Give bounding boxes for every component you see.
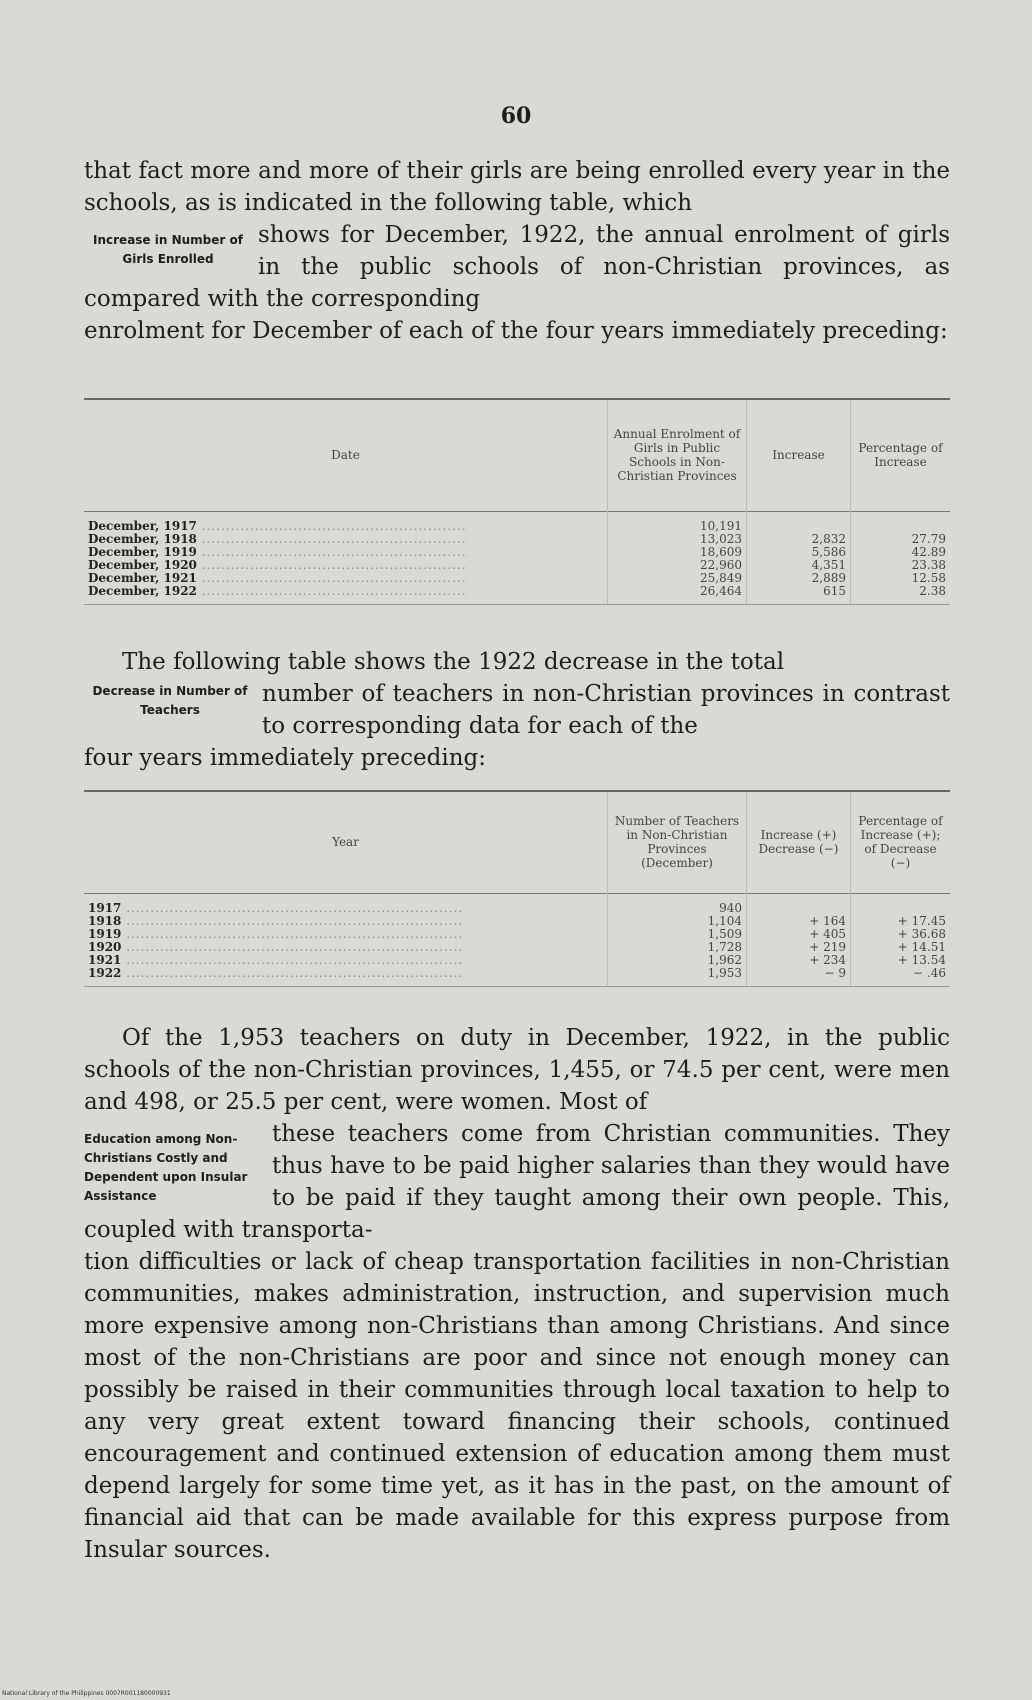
col-header-percentage: Percentage of Increase [851,399,951,511]
cell-pct: 42.89 [851,546,951,559]
cell-pct [851,511,951,533]
leader-dots: ....................................................... [196,518,467,533]
cell-change: − 9 [747,967,851,986]
table-row [84,511,950,533]
leader-dots: ....................................................... [196,544,467,559]
cell-teachers: 1,104 [608,915,747,928]
paragraph-tail: four years immediately preceding: [84,745,486,771]
cell-pct: 23.38 [851,559,951,572]
cell-teachers: 940 [608,893,747,915]
row-label-text: December, 1920 [88,557,197,572]
cell-pct: 12.58 [851,572,951,585]
cell-enrolment: 25,849 [608,572,747,585]
row-label-text: 1922 [88,965,122,980]
cell-increase: 2,832 [747,533,851,546]
sidenote-teachers-decrease: Decrease in Number of Teachers [92,684,248,717]
page-number: 60 [500,103,532,129]
cell-pct: 2.38 [851,585,951,604]
row-label [84,511,608,533]
paragraph-non-christians [84,1022,950,1566]
table-teachers [84,790,950,986]
cell-pct [851,893,951,915]
col-header-teachers: Number of Teachers in Non-Christian Provinces (December) [608,791,747,893]
col-header-change: Increase (+) Decrease (−) [747,791,851,893]
leader-dots: ....................................................... [196,557,467,572]
table-rule [84,604,950,605]
row-label [84,893,608,915]
paragraph-wrap: these teachers come from Christian communities. They thus have to be paid higher salaries than they would have to be paid if they taught among their own people. This, coupled with transporta- [84,1121,950,1243]
leader-dots: ....................................................... [196,531,467,546]
cell-increase: 4,351 [747,559,851,572]
footer-credit: National Library of the Philippines 0007R001180000931 [2,1690,171,1697]
row-label-text: December, 1921 [88,570,197,585]
table-body [84,893,950,986]
paragraph-tail: tion difficulties or lack of cheap transportation facilities in non-Christian communities, makes administration, instruction, and supervision much more expensive among non-Christians than among Christians. And since most of the non-Christians are poor and since not enough money can possibly be raised in their communities through local taxation to help to any very great extent toward financing their schools, continued encouragement and continued extension of education among them must depend largely for some time yet, as it has in the past, on the amount of financial aid that can be made available for this express purpose from Insular sources. [84,1249,950,1563]
cell-increase: 2,889 [747,572,851,585]
row-label-text: 1917 [88,900,122,915]
table-rule [84,986,950,987]
leader-dots: ...................................................................... [121,965,464,980]
table-girls-enrolment [84,398,950,604]
cell-pct: 27.79 [851,533,951,546]
paragraph-wrap: number of teachers in non-Christian provinces in contrast to corresponding data for each of the [262,681,950,739]
cell-change: + 164 [747,915,851,928]
cell-enrolment: 10,191 [608,511,747,533]
cell-change [747,893,851,915]
col-header-enrolment: Annual Enrolment of Girls in Public Schools in Non-Christian Provinces [608,399,747,511]
table-body [84,511,950,604]
sidenote-girls-enrolled: Increase in Number of Girls Enrolled [93,233,243,266]
leader-dots: ...................................................................... [121,913,464,928]
cell-pct: + 36.68 [851,928,951,941]
leader-dots: ...................................................................... [121,952,464,967]
cell-teachers: 1,509 [608,928,747,941]
row-label-text: 1918 [88,913,122,928]
row-label-text: December, 1917 [88,518,197,533]
sidenote-education-costs: Education among Non-Christians Costly and Dependent upon Insular Assistance [84,1132,248,1203]
cell-teachers: 1,728 [608,941,747,954]
cell-pct: + 14.51 [851,941,951,954]
row-label-text: December, 1918 [88,531,197,546]
leader-dots: ...................................................................... [121,939,464,954]
row-label-text: 1921 [88,952,122,967]
row-label-text: December, 1919 [88,544,197,559]
table-girls-enrolment-wrap [84,398,950,605]
col-header-date: Date [331,448,360,463]
cell-enrolment: 13,023 [608,533,747,546]
paragraph-lead: The following table shows the 1922 decrease in the total [122,649,785,675]
cell-enrolment: 18,609 [608,546,747,559]
leader-dots: ...................................................................... [121,926,464,941]
table-row [84,893,950,915]
leader-dots: ....................................................... [196,583,467,598]
cell-increase: 615 [747,585,851,604]
row-label-text: December, 1922 [88,583,197,598]
table-row [84,585,950,604]
cell-increase [747,511,851,533]
table-row [84,967,950,986]
cell-teachers: 1,962 [608,954,747,967]
table-teachers-wrap [84,790,950,987]
paragraph-girls-enrolment [84,155,950,347]
cell-teachers: 1,953 [608,967,747,986]
leader-dots: ...................................................................... [121,900,464,915]
cell-change: + 405 [747,928,851,941]
cell-pct: − .46 [851,967,951,986]
row-label [84,585,608,604]
paragraph-teachers-decrease [84,646,950,774]
row-label-text: 1920 [88,939,122,954]
paragraph-lead: that fact more and more of their girls are being enrolled every year in the schools, as is indicated in the following table, which [84,158,950,216]
cell-enrolment: 26,464 [608,585,747,604]
cell-enrolment: 22,960 [608,559,747,572]
paragraph-wrap: shows for December, 1922, the annual enrolment of girls in the public schools of non-Christian provinces, as compared with the corresponding [84,222,950,312]
cell-pct: + 17.45 [851,915,951,928]
col-header-year: Year [332,835,359,850]
leader-dots: ....................................................... [196,570,467,585]
row-label [84,967,608,986]
col-header-increase: Increase [747,399,851,511]
col-header-percentage: Percentage of Increase (+); of Decrease (−) [851,791,951,893]
cell-change: + 234 [747,954,851,967]
paragraph-tail: enrolment for December of each of the four years immediately preceding: [84,318,948,344]
row-label-text: 1919 [88,926,122,941]
cell-pct: + 13.54 [851,954,951,967]
cell-change: + 219 [747,941,851,954]
cell-increase: 5,586 [747,546,851,559]
paragraph-lead: Of the 1,953 teachers on duty in December, 1922, in the public schools of the non-Christian provinces, 1,455, or 74.5 per cent, were men and 498, or 25.5 per cent, were women. Most of [84,1025,950,1115]
